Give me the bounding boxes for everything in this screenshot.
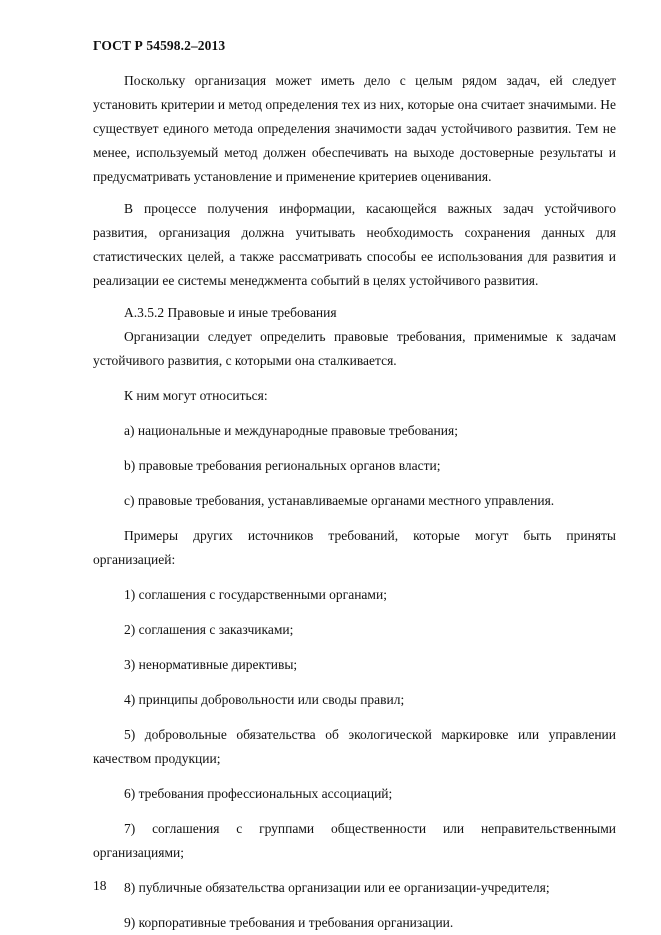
list-item-3: 3) ненормативные директивы; bbox=[124, 657, 298, 672]
standard-header: ГОСТ Р 54598.2–2013 bbox=[93, 38, 226, 53]
paragraph-legal-requirements: Организации следует определить правовые требования, применимые к задачам устойчивого развития, с которыми она сталкивается. bbox=[93, 329, 616, 368]
list-item-8: 8) публичные обязательства организации или ее организации-учредителя; bbox=[124, 880, 550, 895]
page-number: 18 bbox=[93, 878, 107, 893]
list-item-c: c) правовые требования, устанавливаемые органами местного управления. bbox=[124, 493, 555, 508]
document-body bbox=[93, 69, 616, 935]
section-heading-legal-requirements: А.3.5.2 Правовые и иные требования bbox=[124, 305, 337, 320]
list-item-4: 4) принципы добровольности или своды правил; bbox=[124, 692, 405, 707]
list-item-a: a) национальные и международные правовые требования; bbox=[124, 423, 458, 438]
list-item-6: 6) требования профессиональных ассоциаций; bbox=[124, 786, 393, 801]
list-item-2: 2) соглашения с заказчиками; bbox=[124, 622, 294, 637]
list-item-5: 5) добровольные обязательства об экологической маркировке или управлении качеством продукции; bbox=[93, 727, 616, 766]
list-item-7: 7) соглашения с группами общественности или неправительственными организациями; bbox=[93, 821, 616, 860]
list-item-b: b) правовые требования региональных органов власти; bbox=[124, 458, 441, 473]
paragraph-significance: Поскольку организация может иметь дело с целым рядом задач, ей следует установить критерии и метод определения тех из них, которые она считает значимыми. Не существует единого метода определения значимости задач устойчивого развития. Тем не менее, используемый метод должен обеспечивать на выходе достоверные результаты и предусматривать установление и применение критериев оценивания. bbox=[93, 73, 616, 184]
paragraph-other-sources: Примеры других источников требований, которые могут быть приняты организацией: bbox=[93, 528, 616, 567]
list-item-1: 1) соглашения с государственными органами; bbox=[124, 587, 387, 602]
list-item-9: 9) корпоративные требования и требования организации. bbox=[124, 915, 454, 930]
paragraph-information: В процессе получения информации, касающейся важных задач устойчивого развития, организация должна учитывать необходимость сохранения данных для статистических целей, а также рассматривать способы ее использования для развития и реализации ее системы менеджмента событий в целях устойчивого развития. bbox=[93, 201, 616, 288]
paragraph-may-include: К ним могут относиться: bbox=[124, 388, 268, 403]
